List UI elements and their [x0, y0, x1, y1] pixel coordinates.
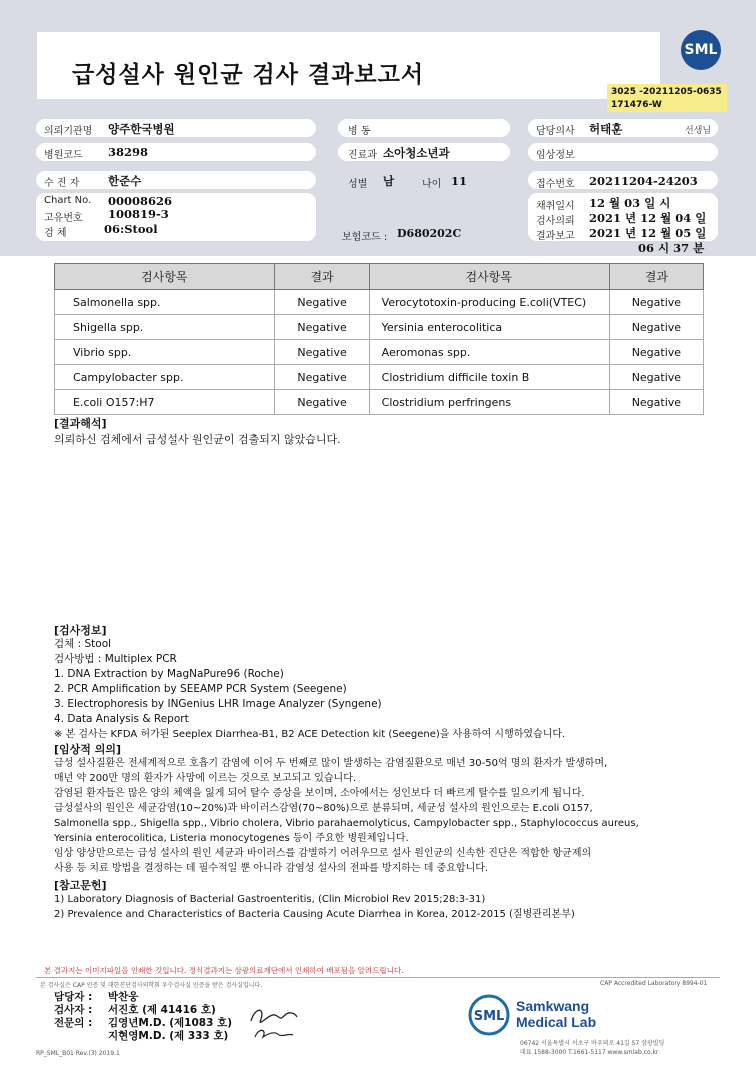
- dept-value: 소아청소년과: [383, 146, 450, 160]
- report-title: 급성설사 원인균 검사 결과보고서: [72, 62, 425, 88]
- company-name-line2: Medical Lab: [516, 1014, 597, 1030]
- company-name-line1: Samkwang: [516, 998, 590, 1014]
- references-heading: [참고문헌]: [54, 879, 107, 892]
- table-cell: Negative: [609, 315, 703, 340]
- report-code-badge: [607, 84, 727, 112]
- test-info-line: ※ 본 검사는 KFDA 허가된 Seeplex Diarrhea-B1, B2 ACE Detection kit (Seegene)을 사용하여 시행하였습니다.: [54, 729, 566, 740]
- name-label: 수 진 자: [44, 178, 80, 189]
- receipt-value: 20211204-24203: [589, 174, 698, 188]
- clinical-meaning-line: 임상 양상만으로는 급성 설사의 원인 세균과 바이러스를 감별하기 어려우므로 설사 원인균의 신속한 진단은 적합한 항균제의: [54, 848, 592, 859]
- table-cell: Negative: [275, 390, 369, 415]
- test-info-block: [54, 637, 565, 742]
- report-code-line2: 171476-W: [611, 100, 662, 110]
- staff-labels: [54, 991, 92, 1030]
- table-cell: Negative: [609, 365, 703, 390]
- insurance-value: D680202C: [397, 227, 462, 240]
- company-address: 06742 서울특별시 서초구 바우뫼로 41길 57 삼광빌딩: [520, 1040, 665, 1047]
- test-info-line: 검체 : Stool: [54, 638, 112, 650]
- hospcode-value: 38298: [108, 145, 149, 159]
- col-header-item1: 검사항목: [55, 264, 275, 290]
- form-code: RP_SML_B01 Rev.(3) 2019.1: [36, 1050, 120, 1057]
- staff-value: 박찬웅: [108, 991, 139, 1003]
- collect-value: 12 월 03 일 시: [589, 196, 671, 210]
- hospital-value: 양주한국병원: [108, 122, 175, 136]
- signature-icon: [245, 1003, 301, 1043]
- reference-line: 1) Laboratory Diagnosis of Bacterial Gastroenteritis, (Clin Microbiol Rev 2015;28:3-31): [54, 894, 486, 905]
- table-row: [55, 290, 704, 315]
- table-cell: Negative: [275, 365, 369, 390]
- table-cell: Negative: [609, 390, 703, 415]
- table-cell: Salmonella spp.: [55, 290, 275, 315]
- clinical-meaning-line: 급성설사의 원인은 세균감염(10~20%)과 바이러스감염(70~80%)으로 분류되며, 세균성 설사의 원인으로는 E.coli O157,: [54, 803, 593, 814]
- footer-notice: 본 결과지는 이미지파일을 인쇄한 것입니다. 정식결과지는 삼광의료재단에서 인쇄하여 배포됨을 알려드립니다.: [44, 966, 404, 975]
- test-info-line: 4. Data Analysis & Report: [54, 713, 189, 725]
- uid-value: 100819-3: [108, 207, 169, 221]
- collect-label: 채취일시: [536, 201, 575, 212]
- footer-cap: CAP Accredited Laboratory 8994-01: [600, 980, 708, 987]
- footer-divider: [36, 977, 720, 978]
- table-row: [55, 390, 704, 415]
- clinical-meaning-line: 감염된 환자들은 많은 양의 체액을 잃게 되어 탈수 증상을 보이며, 소아에서는 성인보다 더 빠르게 탈수를 일으키게 됩니다.: [54, 788, 585, 799]
- table-row: [55, 365, 704, 390]
- report-date-label: 결과보고: [536, 231, 575, 242]
- staff-value: 김영년M.D. (제1083 호): [108, 1017, 232, 1029]
- clinical-meaning-line: 급성 설사질환은 전세계적으로 호흡기 감염에 이어 두 번째로 많이 발생하는 감염질환으로 매년 30-50억 명의 환자가 발생하며,: [54, 758, 608, 769]
- clinical-label: 임상정보: [536, 150, 575, 161]
- reference-line: 2) Prevalence and Characteristics of Bacteria Causing Acute Diarrhea in Korea, 2012-2015 (질병관리본부): [54, 909, 575, 920]
- table-cell: Negative: [609, 340, 703, 365]
- age-value: 11: [451, 174, 468, 188]
- table-cell: E.coli O157:H7: [55, 390, 275, 415]
- chart-label: Chart No.: [44, 195, 92, 206]
- age-label: 나이: [422, 179, 442, 190]
- results-table: [54, 263, 704, 415]
- table-cell: Negative: [609, 290, 703, 315]
- table-header-row: [55, 264, 704, 290]
- table-cell: Aeromonas spp.: [369, 340, 609, 365]
- table-cell: Verocytotoxin-producing E.coli(VTEC): [369, 290, 609, 315]
- staff-value: 지현영M.D. (제 333 호): [108, 1030, 229, 1042]
- table-cell: Negative: [275, 290, 369, 315]
- col-header-result2: 결과: [609, 264, 703, 290]
- staff-value: 서진호 (제 41416 호): [108, 1004, 216, 1016]
- dept-label: 진료과: [348, 150, 377, 161]
- receipt-label: 접수번호: [536, 179, 575, 190]
- request-label: 검사의뢰: [536, 216, 575, 227]
- company-contact: 대표 1588-3000 T.1661-5117 www.smlab.co.kr: [520, 1049, 659, 1056]
- clinical-meaning-line: 매년 약 200만 명의 환자가 사망에 이르는 것으로 보고되고 있습니다.: [54, 773, 357, 784]
- test-info-line: 1. DNA Extraction by MagNaPure96 (Roche): [54, 668, 284, 680]
- sex-label: 성별: [348, 179, 368, 190]
- uid-label: 고유번호: [44, 213, 83, 224]
- request-value: 2021 년 12 월 04 일: [589, 211, 707, 225]
- table-cell: Yersinia enterocolitica: [369, 315, 609, 340]
- interpretation-heading: [결과해석]: [54, 417, 107, 430]
- staff-label: 전문의 :: [54, 1017, 93, 1029]
- table-row: [55, 315, 704, 340]
- sml-footer-logo-icon: [467, 993, 511, 1037]
- report-code-line1: 3025 -20211205-0635: [611, 87, 722, 97]
- report-time-value: 06 시 37 분: [638, 241, 705, 255]
- report-date-value: 2021 년 12 월 05 일: [589, 226, 707, 240]
- specimen-value: 06:Stool: [104, 222, 158, 236]
- table-cell: Clostridium difficile toxin B: [369, 365, 609, 390]
- test-info-line: 검사방법 : Multiplex PCR: [54, 653, 177, 665]
- chart-value: 00008626: [108, 194, 173, 208]
- table-cell: Clostridium perfringens: [369, 390, 609, 415]
- test-info-line: 2. PCR Amplification by SEEAMP PCR System (Seegene): [54, 683, 347, 695]
- interpretation-text: 의뢰하신 검체에서 급성설사 원인균이 검출되지 않았습니다.: [54, 433, 341, 446]
- hospcode-label: 병원코드: [44, 150, 83, 161]
- test-info-heading: [검사정보]: [54, 624, 107, 637]
- staff-label: 검사자 :: [54, 1004, 93, 1016]
- col-header-item2: 검사항목: [369, 264, 609, 290]
- doctor-suffix: 선생님: [685, 126, 712, 136]
- staff-values: [108, 991, 232, 1043]
- svg-text:SML: SML: [473, 1009, 505, 1024]
- clinical-meaning-heading: [임상적 의의]: [54, 743, 122, 756]
- table-cell: Negative: [275, 340, 369, 365]
- col-header-result1: 결과: [275, 264, 369, 290]
- test-info-line: 3. Electrophoresis by INGenius LHR Image Analyzer (Syngene): [54, 698, 382, 710]
- staff-label: 담당자 :: [54, 991, 93, 1003]
- table-cell: Shigella spp.: [55, 315, 275, 340]
- clinical-meaning-line: Yersinia enterocolitica, Listeria monocytogenes 등이 주요한 병원체입니다.: [54, 833, 409, 844]
- specimen-label: 검 체: [44, 228, 67, 239]
- clinical-meaning-line: 사용 등 치료 방법을 결정하는 데 필수적일 뿐 아니라 감염성 설사의 전파를 방지하는 데 중요합니다.: [54, 863, 489, 874]
- sml-logo-icon: SML: [681, 30, 721, 70]
- footer-accreditation: 본 검사실은 CAP 인증 및 대한진단검사의학회 우수검사실 인증을 받은 검사실입니다.: [40, 982, 263, 989]
- ward-label: 병 동: [348, 126, 371, 137]
- name-value: 한준수: [108, 174, 142, 188]
- table-cell: Campylobacter spp.: [55, 365, 275, 390]
- table-cell: Vibrio spp.: [55, 340, 275, 365]
- clinical-meaning-block: [54, 756, 639, 876]
- hospital-label: 의뢰기관명: [44, 126, 93, 137]
- clinical-meaning-line: Salmonella spp., Shigella spp., Vibrio cholera, Vibrio parahaemolyticus, Campylobacter spp., Staphylococcus aureus,: [54, 818, 639, 829]
- company-name: [516, 998, 596, 1030]
- doctor-label: 담당의사: [536, 126, 575, 137]
- table-cell: Negative: [275, 315, 369, 340]
- table-row: [55, 340, 704, 365]
- sex-value: 남: [383, 174, 395, 188]
- insurance-label: 보험코드 :: [342, 232, 388, 243]
- references-block: [54, 892, 575, 922]
- doctor-value: 허태훈: [589, 122, 623, 136]
